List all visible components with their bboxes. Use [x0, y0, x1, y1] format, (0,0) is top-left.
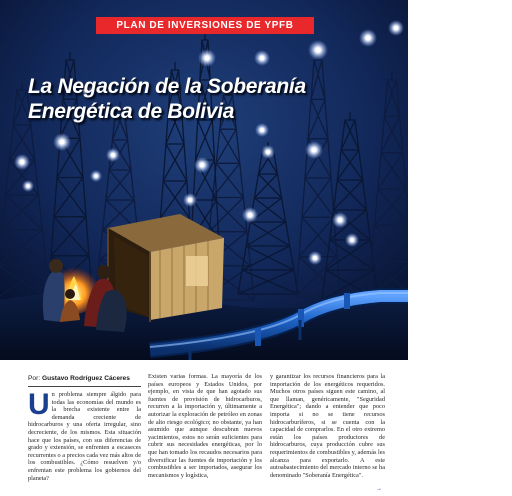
headline-line-2: Energética de Bolivia: [28, 100, 235, 123]
article-column-1-text: n problema siempre álgido para todas las economías del mundo es la brecha existente entre la demanda creciente de hidrocarburos y una oferta irregular, sino decreciente, de los mismos. Esta situación hace que los países, con sus diferencias de grado y extensión, se enfrenten a escaseces recurrentes o a precios cada vez más altos de los combustibles. ¿Cómo resuelven y/o enfrentan este problema los gobiernos del planeta?: [28, 391, 141, 482]
continue-arrow-icon: →: [376, 486, 382, 492]
section-banner: PLAN DE INVERSIONES DE YPFB: [96, 17, 314, 34]
star-core: [248, 213, 252, 217]
star-core: [200, 163, 204, 167]
star-core: [188, 198, 192, 202]
article-headline: [28, 74, 368, 124]
star-core: [260, 128, 264, 132]
article-column-3: y garantizar los recursos financieros para la importación de los energéticos requeridos. Muchos otros países siguen este camino, al que llaman, genéricamente, "Seguridad Energética"; dando a entender que poco importa si no se tiene recursos hidrocarburíferos, si se cuenta con la capacidad de comprarlos. En el otro extremo están los países productores de hidrocarburos, cuya producción cubre sus requerimientos de combustibles y, además les alcanza para exportarlo. A este autoabastecimiento del mercado interno se ha denominado "Soberanía Energética".: [270, 373, 385, 479]
star-core: [59, 139, 64, 144]
star-core: [311, 147, 316, 152]
star-core: [94, 174, 97, 177]
byline-author: Gustavo Rodríguez Cáceres: [41, 375, 130, 382]
drop-cap: U: [28, 391, 50, 421]
star-core: [111, 153, 115, 157]
star-core: [365, 35, 370, 40]
byline-prefix: Por:: [28, 375, 41, 382]
star-core: [313, 256, 317, 260]
star-core: [204, 55, 209, 60]
star-core: [338, 218, 342, 222]
star-core: [20, 160, 24, 164]
article-column-1: [28, 391, 141, 495]
star-core: [260, 56, 264, 60]
star-core: [26, 184, 29, 187]
star-core: [350, 238, 354, 242]
article-column-2: Existen varias formas. La mayoría de los países europeos y Estados Unidos, por ejemplo, en vista de que han agotado sus fuentes de provisión de hidrocarburos, recurren a la importación y, últimamente a autorizar la exploración de petróleo en zonas de alto riesgo ecológico; no obstante, ya han asumido que aunque descubran nuevos yacimientos, estos no serán suficientes para cubrir sus necesidades energéticas, por lo que han tomado los recaudos necesarios para diversificar las fuentes de importación y los combustibles a ser importados, asegurar los mecanismos y logística,: [148, 373, 262, 479]
byline-divider: [28, 386, 141, 387]
star-core: [394, 26, 398, 30]
headline-line-1: La Negación de la Soberanía: [28, 75, 306, 98]
star-core: [315, 47, 321, 53]
star-core: [266, 150, 270, 154]
byline: [28, 372, 140, 385]
